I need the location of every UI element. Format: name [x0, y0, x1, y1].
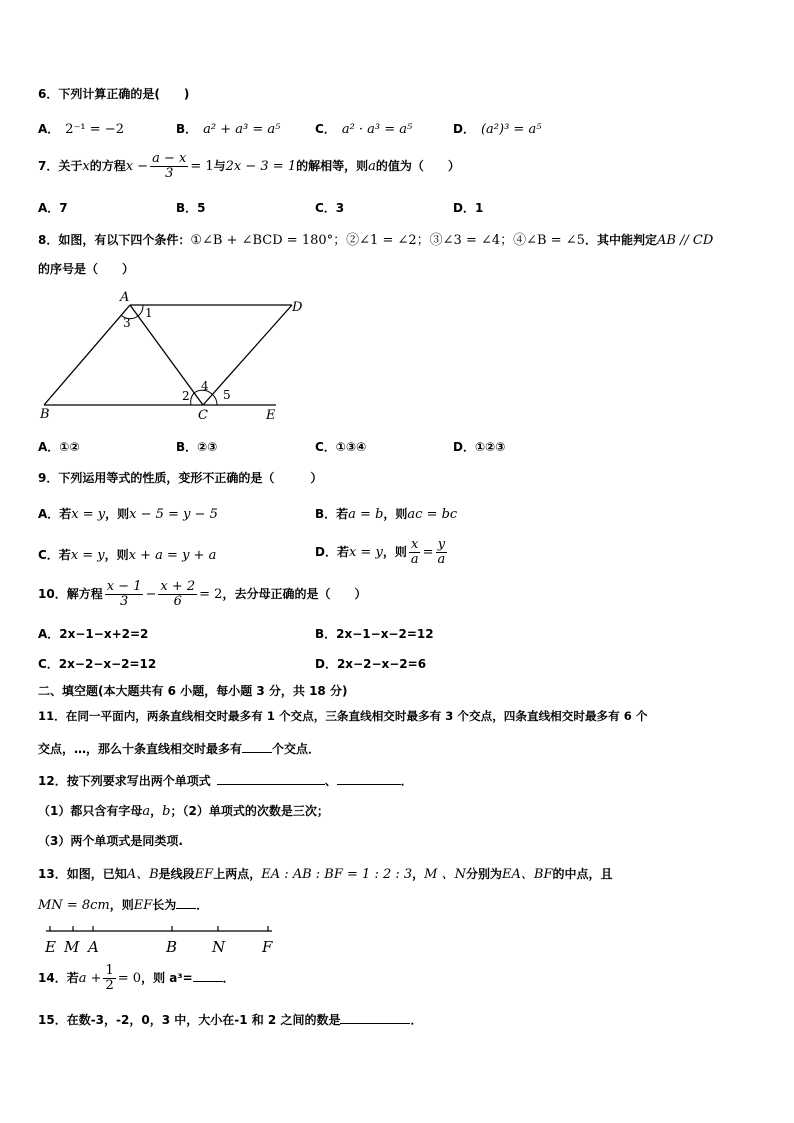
q6-option-c: C． a² · a³ = a⁵: [315, 122, 413, 137]
question-14: 14．若a + $\frac{1}{2}$ = 0，则 a³= ．: [38, 963, 235, 993]
segment-cd: [203, 305, 292, 405]
question-8-stem: 8．如图，有以下四个条件：①∠B + ∠BCD = 180°；②∠1 = ∠2；③∠3 = ∠4；④∠B = ∠5．其中能判定AB // CD: [38, 233, 714, 248]
q13-answer-blank[interactable]: [176, 908, 196, 909]
question-7-stem: 7．关于x的方程x − $\frac{a - x}{3}$ = 1与2x − 3 = 1的解相等，则a的值为（ ）: [38, 151, 460, 181]
label-b: B: [40, 407, 50, 422]
label-angle-2: 2: [182, 389, 190, 403]
q8-option-c: C．①③④: [315, 440, 367, 454]
question-9-stem: 9．下列运用等式的性质，变形不正确的是（ ）: [38, 471, 323, 485]
angle-1-arc: [138, 305, 143, 316]
q10-option-a: A．2x−1−x+2=2: [38, 627, 149, 641]
q9-option-c: C．若x = y，则x + a = y + a: [38, 548, 217, 563]
label-m: M: [64, 938, 80, 956]
label-e: E: [266, 408, 276, 423]
q7-option-c: C．3: [315, 201, 345, 215]
q12-answer-blank-2[interactable]: [337, 784, 401, 785]
q10-option-c: C．2x−2−x−2=12: [38, 657, 157, 671]
segment-ac: [130, 305, 203, 405]
question-12-condition-1: （1）都只含有字母a，b；（2）单项式的次数是三次；: [38, 804, 329, 819]
label-a: A: [88, 938, 99, 956]
segment-ab: [44, 305, 130, 405]
q12-answer-blank-1[interactable]: [217, 784, 325, 785]
question-13-line2: MN = 8cm，则EF长为 ．: [38, 898, 209, 913]
q14-answer-blank[interactable]: [193, 981, 223, 982]
label-b: B: [166, 938, 178, 956]
angle-5-arc: [212, 394, 217, 405]
label-angle-5: 5: [223, 388, 231, 402]
q6-option-b: B． a² + a³ = a⁵: [176, 122, 281, 137]
q7-option-b: B．5: [176, 201, 206, 215]
q11-answer-blank[interactable]: [242, 752, 272, 753]
q7-fraction: $\frac{a - x}{3}$: [152, 151, 187, 181]
q7-option-d: D．1: [453, 201, 484, 215]
q13-segment-figure: [40, 922, 290, 958]
question-13-stem: 13．如图，已知A、B是线段EF上两点，EA : AB : BF = 1 : 2 : 3，M 、N分别为EA、BF的中点，且: [38, 867, 613, 882]
question-8-stem-line2: 的序号是（ ）: [38, 262, 135, 276]
q8-option-d: D．①②③: [453, 440, 506, 454]
label-angle-4: 4: [201, 379, 209, 393]
q15-answer-blank[interactable]: [340, 1023, 410, 1024]
question-11-line2: 交点，…，那么十条直线相交时最多有 个交点．: [38, 742, 321, 756]
label-c: C: [198, 408, 208, 423]
question-10-stem: 10．解方程 $\frac{x - 1}{3}$ − $\frac{x + 2}{6}$ = 2，去分母正确的是（ ）: [38, 579, 367, 609]
section-2-heading: 二、填空题(本大题共有 6 小题，每小题 3 分，共 18 分): [38, 684, 348, 698]
label-angle-3: 3: [123, 316, 131, 330]
q7-option-a: A．7: [38, 201, 68, 215]
q8-option-b: B．②③: [176, 440, 218, 454]
q9-option-d: D．若x = y，则 $\frac{x}{a}$ = $\frac{y}{a}$: [315, 537, 446, 567]
q8-option-a: A．①②: [38, 440, 80, 454]
q6-option-a: A． 2⁻¹ = −2: [38, 122, 124, 137]
q10-option-d: D．2x−2−x−2=6: [315, 657, 427, 671]
question-12-condition-3: （3）两个单项式是同类项.: [38, 834, 183, 848]
label-f: F: [262, 938, 273, 956]
label-angle-1: 1: [145, 306, 153, 320]
question-12-stem: 12．按下列要求写出两个单项式 、 ．: [38, 774, 413, 788]
label-e: E: [45, 938, 56, 956]
question-15: 15．在数-3，-2，0，3 中，大小在-1 和 2 之间的数是 ．: [38, 1013, 423, 1027]
label-d: D: [292, 300, 303, 315]
angle-2-arc: [191, 393, 194, 405]
label-a: A: [120, 290, 130, 305]
q8-parallelogram-figure: [36, 288, 316, 424]
q10-option-b: B．2x−1−x−2=12: [315, 627, 434, 641]
label-n: N: [212, 938, 226, 956]
q6-option-d: D． (a²)³ = a⁵: [453, 122, 542, 137]
q9-option-a: A．若x = y，则x − 5 = y − 5: [38, 507, 218, 522]
question-6-stem: 6．下列计算正确的是( ): [38, 87, 190, 101]
q9-option-b: B．若a = b，则ac = bc: [315, 507, 458, 522]
question-11-line1: 11．在同一平面内，两条直线相交时最多有 1 个交点，三条直线相交时最多有 3 个交点，四条直线相交时最多有 6 个: [38, 709, 648, 723]
